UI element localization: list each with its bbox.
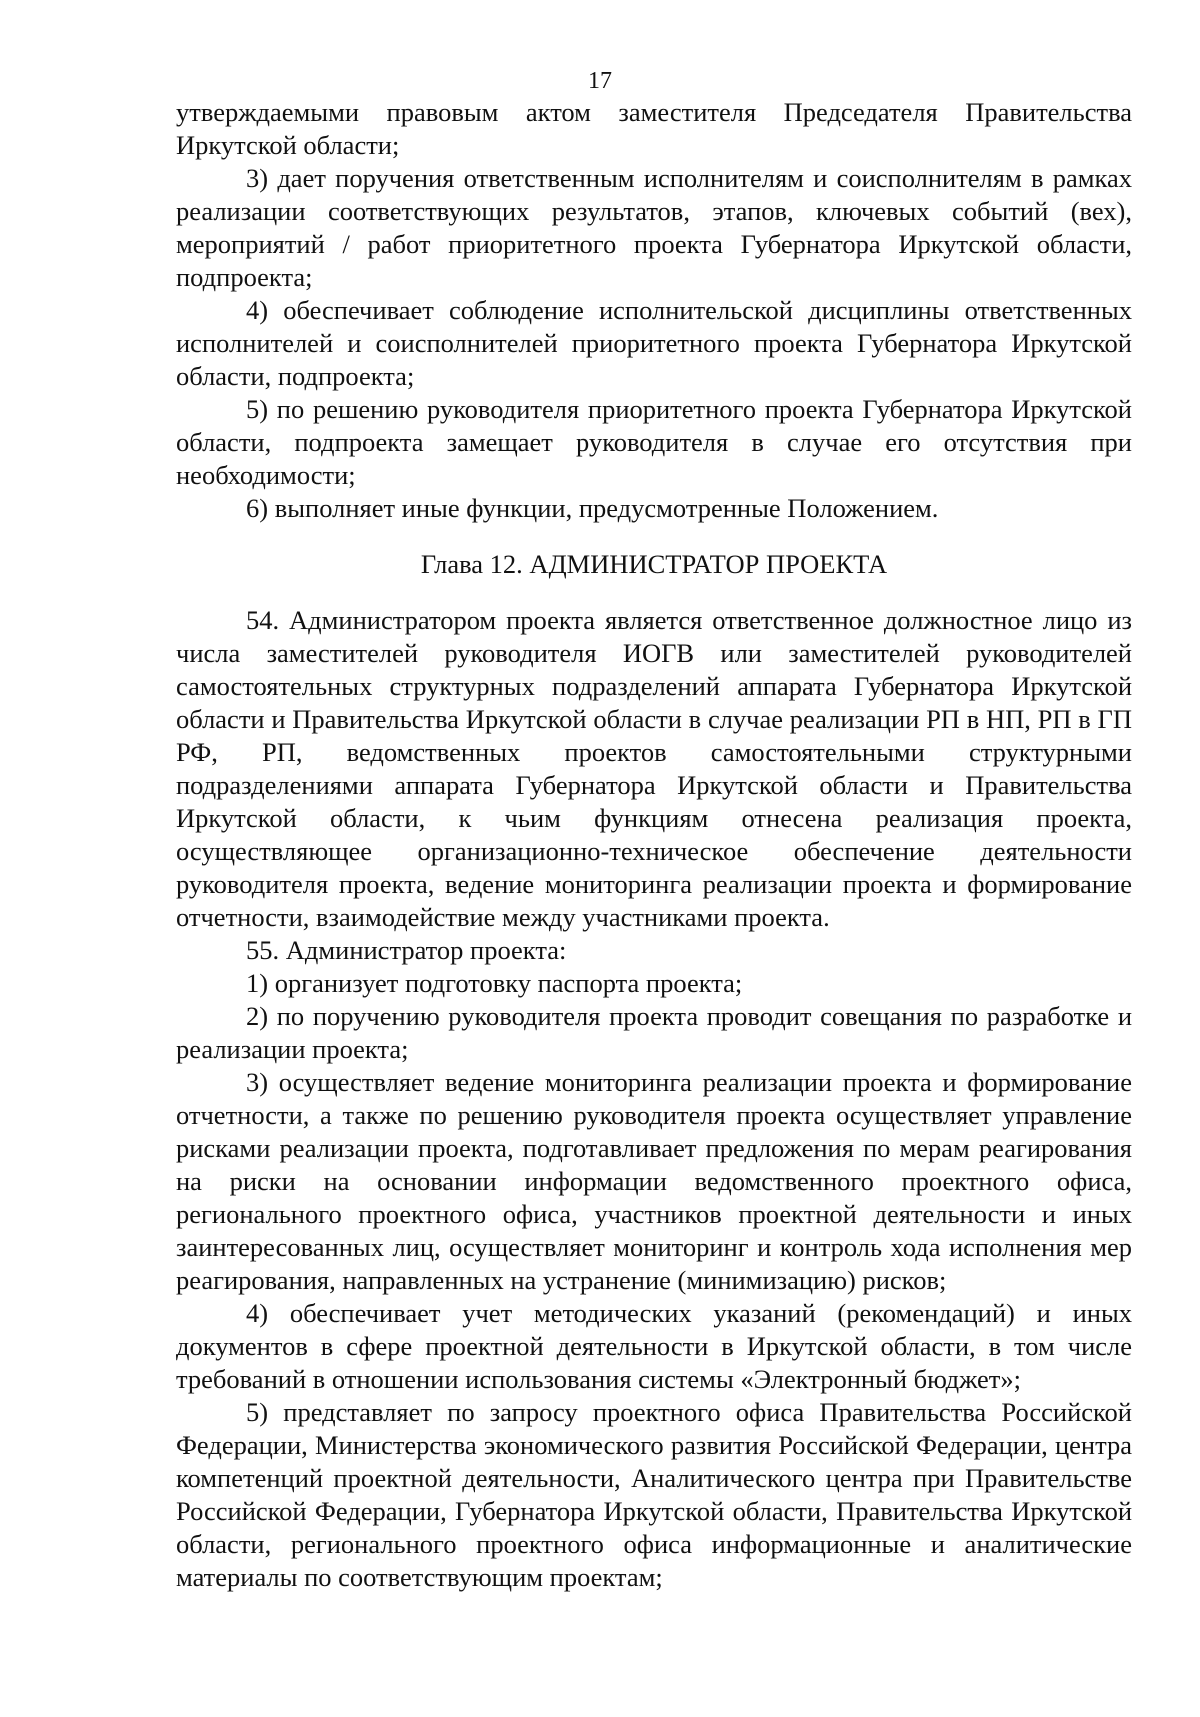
list-item-1: 1) организует подготовку паспорта проекта; [246,968,743,998]
list-item-3-admin: 3) осуществляет ведение мониторинга реализации проекта и формирование отчетности, а также по решению руководителя проекта осуществляет управление рисками реализации проекта, подготавливает предложения по мерам реагирования на риски на основании информации ведомственного проектного офиса, регионального проектного офиса, участников проектной деятельности и иных заинтересованных лиц, осуществляет мониторинг и контроль хода исполнения мер реагирования, направленных на устранение (минимизацию) рисков; [176,1067,1132,1295]
paragraph-54: 54. Администратором проекта является ответственное должностное лицо из числа заместителей руководителя ИОГВ или заместителей руководителей самостоятельных структурных подразделений аппарата Губернатора Иркутской области и Правительства Иркутской области в случае реализации РП в НП, РП в ГП РФ, РП, ведомственных проектов самостоятельными структурными подразделениями аппарата Губернатора Иркутской области и Правительства Иркутской области, к чьим функциям отнесена реализация проекта, осуществляющее организационно-техническое обеспечение деятельности руководителя проекта, ведение мониторинга реализации проекта и формирование отчетности, взаимодействие между участниками проекта. [176,605,1132,932]
paragraph-55: 55. Администратор проекта: [246,935,567,965]
list-item-5-admin: 5) представляет по запросу проектного офиса Правительства Российской Федерации, Министерства экономического развития Российской Федерации, центра компетенций проектной деятельности, Аналитического центра при Правительстве Российской Федерации, Губернатора Иркутской области, Правительства Иркутской области, регионального проектного офиса информационные и аналитические материалы по соответствующим проектам; [176,1397,1132,1592]
chapter-heading: Глава 12. АДМИНИСТРАТОР ПРОЕКТА [420,549,888,579]
list-item-6: 6) выполняет иные функции, предусмотренные Положением. [246,493,939,523]
list-item-4-admin: 4) обеспечивает учет методических указаний (рекомендаций) и иных документов в сфере проектной деятельности в Иркутской области, в том числе требований в отношении использования системы «Электронный бюджет»; [176,1298,1132,1394]
document-body [176,96,1132,1594]
page-number: 17 [588,68,612,94]
list-item-5: 5) по решению руководителя приоритетного проекта Губернатора Иркутской области, подпроекта замещает руководителя в случае его отсутствия при необходимости; [176,394,1132,490]
list-item-3: 3) дает поручения ответственным исполнителям и соисполнителям в рамках реализации соответствующих результатов, этапов, ключевых событий (вех), мероприятий / работ приоритетного проекта Губернатора Иркутской области, подпроекта; [176,163,1132,292]
paragraph-continuation: утверждаемыми правовым актом заместителя Председателя Правительства Иркутской области; [176,97,1132,160]
list-item-4: 4) обеспечивает соблюдение исполнительской дисциплины ответственных исполнителей и соисполнителей приоритетного проекта Губернатора Иркутской области, подпроекта; [176,295,1132,391]
list-item-2: 2) по поручению руководителя проекта проводит совещания по разработке и реализации проекта; [176,1001,1132,1064]
